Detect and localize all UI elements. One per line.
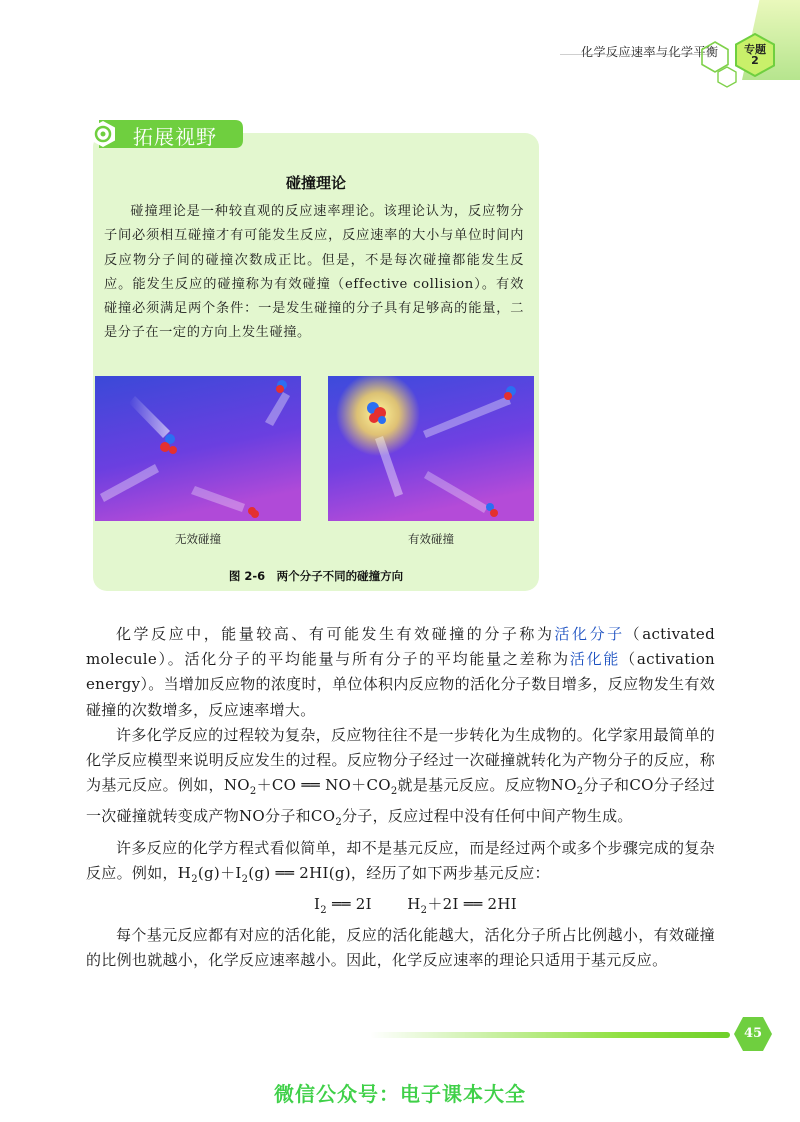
topic-badge [738, 44, 772, 66]
subscript: 2 [249, 786, 257, 798]
caption-effective: 有效碰撞 [408, 532, 454, 546]
subscript: 2 [335, 817, 342, 829]
subscript: 2 [420, 905, 428, 917]
term-activation-energy: 活化能 [569, 650, 621, 669]
text-span: ══ 2I [326, 895, 372, 914]
subscript: 2 [390, 786, 398, 798]
text-span: ＋2I ══ 2HI [427, 895, 517, 914]
subscript: 2 [191, 873, 198, 885]
extension-body [104, 200, 524, 346]
chapter-title: 化学反应速率与化学平衡 [581, 45, 719, 59]
subscript: 2 [241, 873, 249, 885]
text-span: 就是基元反应。反应物NO [397, 776, 577, 795]
text-span: (g)＋I [197, 863, 242, 882]
text-span: I [314, 895, 321, 914]
watermark: 微信公众号：电子课本大全 [274, 1082, 526, 1106]
caption-ineffective: 无效碰撞 [175, 532, 221, 546]
term-activated-molecule: 活化分子 [554, 625, 625, 643]
page-number: 45 [743, 1026, 763, 1041]
subscript: 2 [576, 786, 584, 798]
text-span: (g) ══ 2HI(g)，经历了如下两步基元反应： [248, 863, 550, 882]
topic-label: 专题 [744, 43, 766, 56]
text-span: 分子和CO分子经过一次碰撞就转变成产物NO分子和CO [86, 776, 715, 826]
footer-decor-line [370, 1032, 730, 1038]
text-span: （activated molecule）。活化分子的平均能量与所有分子的平均能量之差称为 [86, 625, 716, 669]
extension-tag-label: 拓展视野 [133, 125, 217, 149]
paragraph-elementary-reaction [86, 723, 715, 836]
text-span: 许多化学反应的过程较为复杂，反应物往往不是一步转化为生成物的。化学家用最简单的化学反应模型来说明反应发生的过程。反应物分子经过一次碰撞就转化为产物分子的反应，称为基元反应。例如，NO [86, 725, 715, 795]
text-span: 分子，反应过程中没有任何中间产物生成。 [341, 807, 633, 826]
main-text [86, 622, 715, 974]
extension-heading: 碰撞理论 [285, 174, 346, 192]
extension-paragraph: 碰撞理论是一种较直观的反应速率理论。该理论认为，反应物分子间必须相互碰撞才有可能发生反应，反应速率的大小与单位时间内反应物分子间的碰撞次数成正比。但是，不是每次碰撞都能发生反应。能发生反应的碰撞称为有效碰撞（effective collision）。有效碰撞必须满足两个条件：一是发生碰撞的分子具有足够高的能量，二是分子在一定的方向上发生碰撞。 [104, 204, 524, 341]
text-span: 许多反应的化学方程式看似简单，却不是基元反应，而是经过两个或多个步骤完成的复杂反应。例如，H [86, 838, 715, 882]
text-span: 化学反应中，能量较高、有可能发生有效碰撞的分子称为 [116, 625, 555, 643]
text-span: （activation energy）。当增加反应物的浓度时，单位体积内反应物的活化分子数目增多，反应物发生有效碰撞的次数增多，反应速率增大。 [86, 650, 715, 719]
figure-title: 图 2-6 两个分子不同的碰撞方向 [228, 569, 404, 583]
equation-line [86, 892, 715, 923]
topic-number: 2 [751, 54, 759, 67]
text-span: ＋CO ══ NO＋CO [256, 776, 391, 795]
subscript: 2 [320, 905, 327, 917]
paragraph-activation-energy-effect: 每个基元反应都有对应的活化能，反应的活化能越大，活化分子所占比例越小，有效碰撞的比例也就越小，化学反应速率越小。因此，化学反应速率的理论只适用于基元反应。 [86, 926, 715, 970]
ineffective-collision-image [95, 376, 301, 521]
text-span: H [407, 895, 421, 914]
page-header [0, 0, 800, 95]
effective-collision-image [328, 376, 534, 521]
paragraph-activated-molecule [86, 622, 715, 723]
paragraph-complex-reaction [86, 836, 715, 892]
